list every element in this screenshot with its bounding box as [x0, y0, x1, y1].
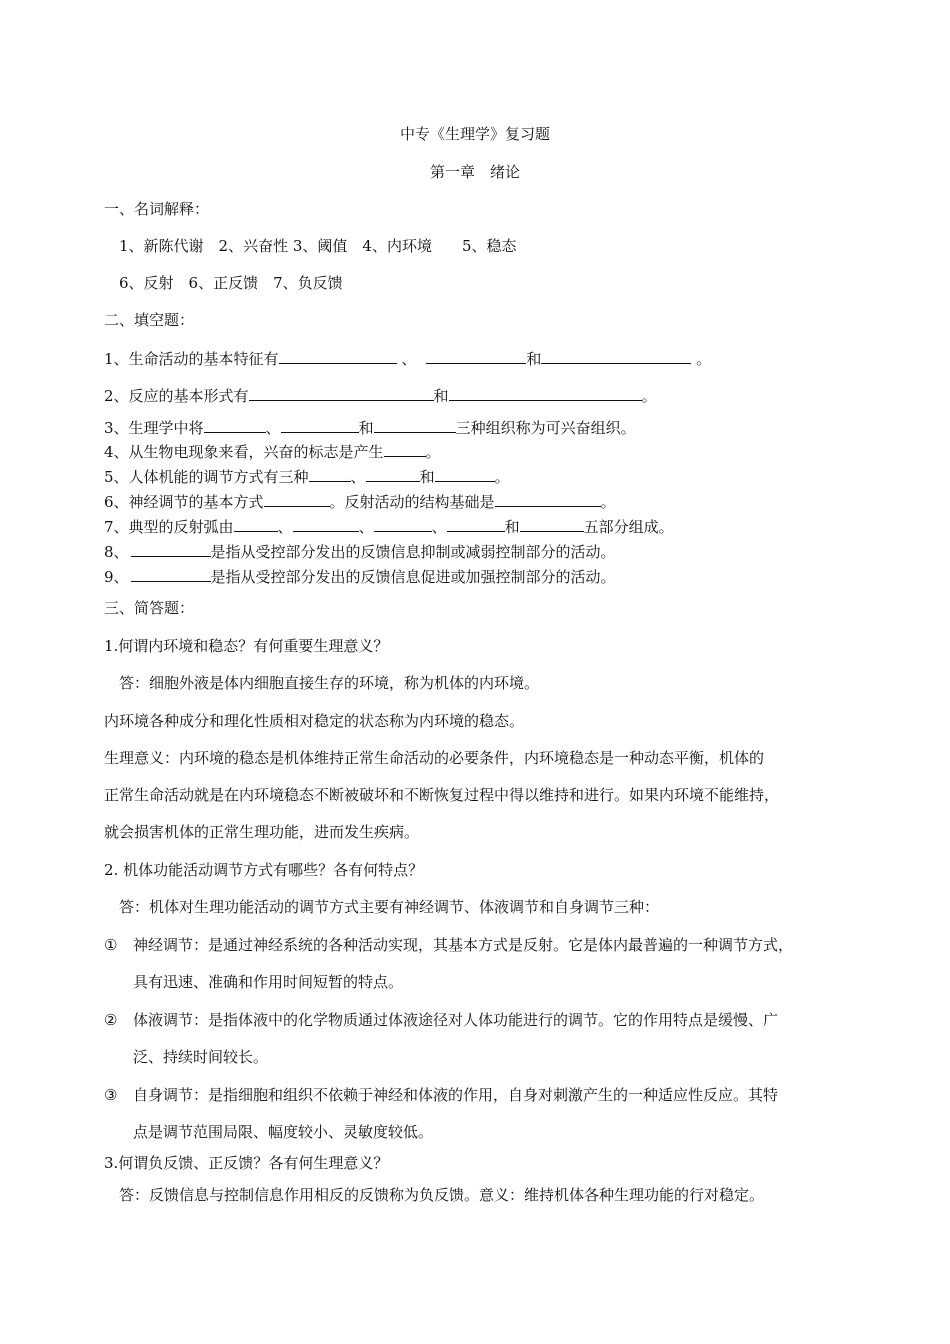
answer-blank[interactable]	[249, 386, 434, 401]
fill-question-1: 1、生命活动的基本特征有 、 和 。	[104, 350, 712, 368]
fill-question-6: 6、神经调节的基本方式 。反射活动的结构基础是 。	[104, 493, 616, 511]
answer-1-line-5: 就会损害机体的正常生理功能，进而发生疾病。	[104, 823, 420, 841]
answer-blank[interactable]	[309, 467, 351, 482]
item-3-line-1: 自身调节：是指细胞和组织不依赖于神经和体液的作用，自身对刺激产生的一种适应性反应。其特	[133, 1086, 779, 1104]
answer-blank[interactable]	[131, 542, 211, 557]
item-1-line-2: 具有迅速、准确和作用时间短暂的特点。	[133, 973, 404, 991]
fill-question-7: 7、典型的反射弧由 、 、 、 和 五部分组成。	[104, 518, 674, 536]
short-question-2: 2. 机体功能活动调节方式有哪些？各有何特点？	[104, 861, 424, 879]
fill-question-8: 8、 是指从受控部分发出的反馈信息抑制或减弱控制部分的活动。	[104, 543, 616, 561]
answer-2-intro: 答：机体对生理功能活动的调节方式主要有神经调节、体液调节和自身调节三种：	[119, 898, 660, 916]
section3-heading: 三、简答题：	[104, 599, 195, 617]
terms-row-2: 6、反射 6、正反馈 7、负反馈	[119, 274, 343, 292]
fill-question-9: 9、 是指从受控部分发出的反馈信息促进或加强控制部分的活动。	[104, 568, 616, 586]
answer-1-line-2: 内环境各种成分和理化性质相对稳定的状态称为内环境的稳态。	[104, 712, 525, 730]
answer-blank[interactable]	[541, 349, 691, 364]
answer-1-line-1: 答：细胞外液是体内细胞直接生存的环境，称为机体的内环境。	[119, 674, 540, 692]
answer-blank[interactable]	[426, 349, 526, 364]
section1-heading: 一、名词解释：	[104, 200, 210, 218]
fill-question-2: 2、反应的基本形式有 和 。	[104, 387, 657, 405]
answer-blank[interactable]	[384, 442, 426, 457]
answer-blank[interactable]	[495, 492, 601, 507]
answer-blank[interactable]	[449, 386, 642, 401]
answer-blank[interactable]	[279, 349, 397, 364]
answer-blank[interactable]	[204, 418, 266, 433]
answer-blank[interactable]	[234, 517, 278, 532]
terms-row-1: 1、新陈代谢 2、兴奋性 3、阈值 4、内环境 5、稳态	[119, 237, 517, 255]
item-2-line-2: 泛、持续时间较长。	[133, 1048, 269, 1066]
item-2-line-1: 体液调节：是指体液中的化学物质通过体液途径对人体功能进行的调节。它的作用特点是缓慢、广	[133, 1011, 779, 1029]
answer-blank[interactable]	[264, 492, 330, 507]
answer-blank[interactable]	[520, 517, 584, 532]
answer-blank[interactable]	[374, 517, 432, 532]
item-3-line-2: 点是调节范围局限、幅度较小、灵敏度较低。	[133, 1123, 434, 1141]
answer-blank[interactable]	[293, 517, 359, 532]
chapter-heading: 第一章 绪论	[429, 163, 520, 181]
list-marker-2: ②	[104, 1011, 118, 1029]
answer-1-line-3: 生理意义：内环境的稳态是机体维持正常生命活动的必要条件，内环境稳态是一种动态平衡，机体的	[104, 749, 765, 767]
answer-blank[interactable]	[366, 467, 420, 482]
item-1-line-1: 神经调节：是通过神经系统的各种活动实现，其基本方式是反射。它是体内最普遍的一种调节方式，	[133, 936, 794, 954]
fill-question-5: 5、人体机能的调节方式有三种 、 和 。	[104, 468, 510, 486]
answer-blank[interactable]	[435, 467, 495, 482]
short-question-3: 3.何谓负反馈、正反馈？各有何生理意义？	[104, 1154, 389, 1172]
answer-3: 答：反馈信息与控制信息作用相反的反馈称为负反馈。意义：维持机体各种生理功能的行对稳定。	[119, 1186, 765, 1204]
answer-blank[interactable]	[447, 517, 505, 532]
answer-blank[interactable]	[131, 567, 211, 582]
answer-blank[interactable]	[374, 418, 456, 433]
list-marker-3: ③	[104, 1086, 118, 1104]
answer-1-line-4: 正常生命活动就是在内环境稳态不断被破坏和不断恢复过程中得以维持和进行。如果内环境不能维持，	[104, 786, 780, 804]
fill-question-3: 3、生理学中将 、 和 三种组织称为可兴奋组织。	[104, 419, 636, 437]
answer-blank[interactable]	[281, 418, 359, 433]
short-question-1: 1.何谓内环境和稳态？有何重要生理意义？	[104, 637, 389, 655]
document-title: 中专《生理学》复习题	[399, 125, 550, 143]
section2-heading: 二、填空题：	[104, 311, 195, 329]
fill-question-4: 4、从生物电现象来看，兴奋的标志是产生 。	[104, 443, 441, 461]
list-marker-1: ①	[104, 936, 118, 954]
